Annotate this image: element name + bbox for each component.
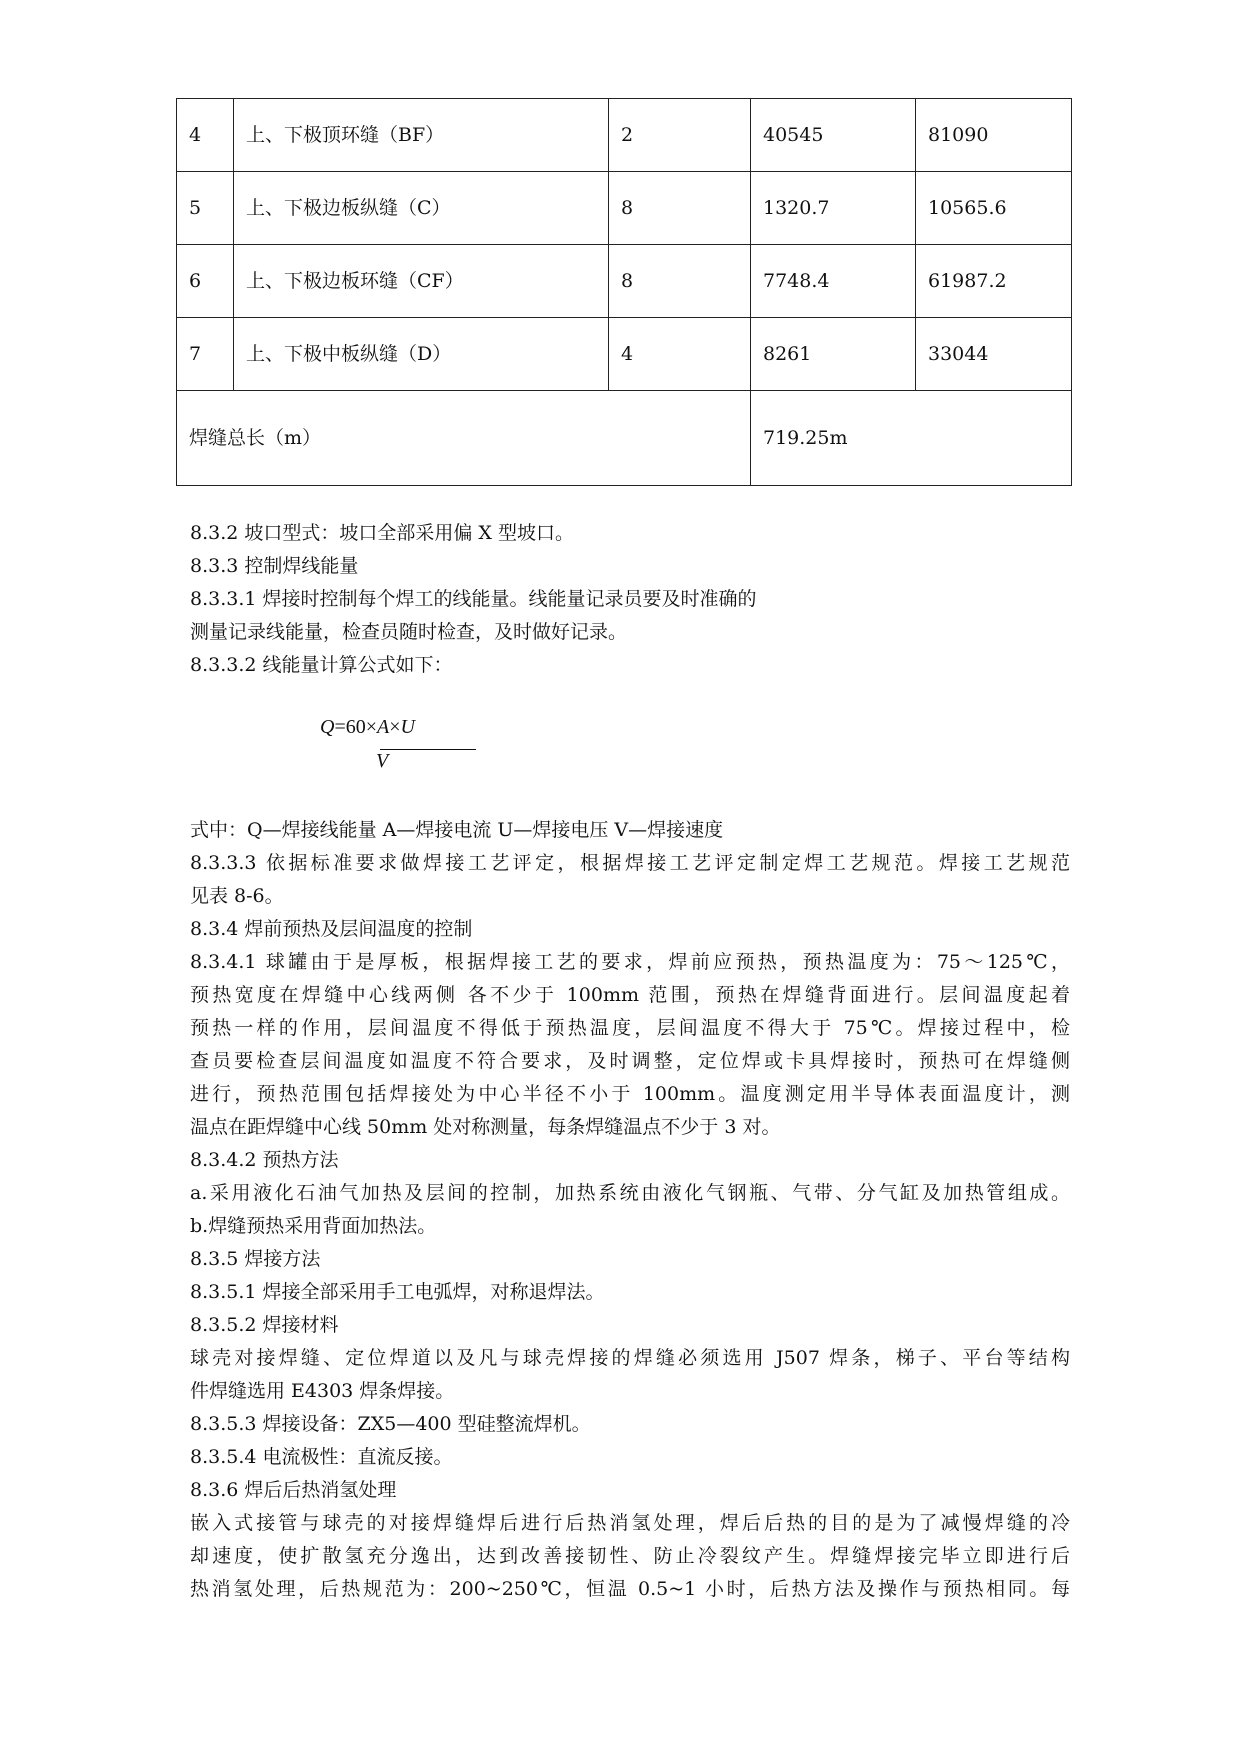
paragraph-line: 8.3.5.2 焊接材料 xyxy=(190,1314,339,1336)
paragraph-line: 温点在距焊缝中心线 50mm 处对称测量，每条焊缝温点不少于 3 对。 xyxy=(190,1116,781,1138)
formula-numerator xyxy=(320,716,415,739)
heat-input-formula xyxy=(320,716,480,776)
table-row xyxy=(177,172,1072,245)
weld-length: 7748.4 xyxy=(751,245,916,318)
weld-count: 4 xyxy=(609,318,751,391)
weld-length-table xyxy=(176,98,1072,486)
paragraph-line: 却速度，使扩散氢充分逸出，达到改善接韧性、防止冷裂纹产生。焊缝焊接完毕立即进行后 xyxy=(190,1545,1070,1567)
weld-name: 上、下极边板纵缝（C） xyxy=(234,172,609,245)
paragraph-line: 8.3.5.3 焊接设备：ZX5—400 型硅整流焊机。 xyxy=(190,1413,591,1435)
paragraph-line: 进行，预热范围包括焊接处为中心半径不小于 100mm。温度测定用半导体表面温度计，测 xyxy=(190,1083,1070,1105)
formula-mid: =60× xyxy=(334,716,378,738)
paragraph-line: 8.3.4.1 球罐由于是厚板，根据焊接工艺的要求，焊前应预热，预热温度为：75～125℃， xyxy=(190,951,1070,973)
paragraph-line: 热消氢处理，后热规范为：200~250℃，恒温 0.5~1 小时，后热方法及操作与预热相同。每 xyxy=(190,1578,1070,1600)
paragraph-line: 8.3.3 控制焊线能量 xyxy=(190,555,359,577)
table-row xyxy=(177,245,1072,318)
section-833-836 xyxy=(190,814,1070,1606)
paragraph-line: 嵌入式接管与球壳的对接焊缝焊后进行后热消氢处理，焊后后热的目的是为了减慢焊缝的冷 xyxy=(190,1512,1070,1534)
row-number: 7 xyxy=(177,318,234,391)
paragraph-line: 8.3.3.1 焊接时控制每个焊工的线能量。线能量记录员要及时准确的 xyxy=(190,588,757,610)
formula-denominator: V xyxy=(376,750,389,772)
weld-count: 8 xyxy=(609,245,751,318)
paragraph-line: 8.3.5.4 电流极性：直流反接。 xyxy=(190,1446,453,1468)
section-832-833 xyxy=(190,517,1070,682)
formula-times: × xyxy=(389,716,401,738)
row-number: 5 xyxy=(177,172,234,245)
fraction-bar xyxy=(380,749,476,750)
weld-length: 8261 xyxy=(751,318,916,391)
weld-length: 40545 xyxy=(751,99,916,172)
weld-count: 8 xyxy=(609,172,751,245)
table-row xyxy=(177,318,1072,391)
paragraph-line: 8.3.6 焊后后热消氢处理 xyxy=(190,1479,397,1501)
paragraph-line: a.采用液化石油气加热及层间的控制，加热系统由液化气钢瓶、气带、分气缸及加热管组成。 xyxy=(190,1182,1070,1204)
weld-name: 上、下极边板环缝（CF） xyxy=(234,245,609,318)
total-label: 焊缝总长（m） xyxy=(177,391,751,486)
paragraph-line: 式中：Q—焊接线能量 A—焊接电流 U—焊接电压 V—焊接速度 xyxy=(190,819,724,841)
paragraph-line: 8.3.5 焊接方法 xyxy=(190,1248,321,1270)
paragraph-line: 测量记录线能量，检查员随时检查，及时做好记录。 xyxy=(190,621,628,643)
row-number: 6 xyxy=(177,245,234,318)
paragraph-line: b.焊缝预热采用背面加热法。 xyxy=(190,1215,437,1237)
paragraph-line: 8.3.4.2 预热方法 xyxy=(190,1149,339,1171)
formula-q: Q xyxy=(320,716,335,738)
paragraph-line: 预热一样的作用，层间温度不得低于预热温度，层间温度不得大于 75℃。焊接过程中，检 xyxy=(190,1017,1070,1039)
weld-total: 10565.6 xyxy=(916,172,1072,245)
formula-u: U xyxy=(400,716,415,738)
paragraph-line: 8.3.5.1 焊接全部采用手工电弧焊，对称退焊法。 xyxy=(190,1281,605,1303)
paragraph-line: 查员要检查层间温度如温度不符合要求，及时调整，定位焊或卡具焊接时，预热可在焊缝侧 xyxy=(190,1050,1070,1072)
paragraph-line: 球壳对接焊缝、定位焊道以及凡与球壳焊接的焊缝必须选用 J507 焊条，梯子、平台等结构 xyxy=(190,1347,1070,1369)
table-row xyxy=(177,99,1072,172)
weld-total: 61987.2 xyxy=(916,245,1072,318)
weld-name: 上、下极顶环缝（BF） xyxy=(234,99,609,172)
paragraph-line: 件焊缝选用 E4303 焊条焊接。 xyxy=(190,1380,455,1402)
total-value: 719.25m xyxy=(751,391,1072,486)
paragraph-line: 预热宽度在焊缝中心线两侧 各不少于 100mm 范围，预热在焊缝背面进行。层间温度起着 xyxy=(190,984,1070,1006)
weld-count: 2 xyxy=(609,99,751,172)
paragraph-line: 见表 8-6。 xyxy=(190,885,284,907)
paragraph-line: 8.3.3.3 依据标准要求做焊接工艺评定，根据焊接工艺评定制定焊工艺规范。焊接工艺规范 xyxy=(190,852,1070,874)
table-total-row xyxy=(177,391,1072,486)
formula-a: A xyxy=(377,716,390,738)
paragraph-line: 8.3.2 坡口型式：坡口全部采用偏 X 型坡口。 xyxy=(190,522,574,544)
row-number: 4 xyxy=(177,99,234,172)
weld-total: 81090 xyxy=(916,99,1072,172)
weld-total: 33044 xyxy=(916,318,1072,391)
weld-length: 1320.7 xyxy=(751,172,916,245)
paragraph-line: 8.3.3.2 线能量计算公式如下： xyxy=(190,654,453,676)
weld-name: 上、下极中板纵缝（D） xyxy=(234,318,609,391)
paragraph-line: 8.3.4 焊前预热及层间温度的控制 xyxy=(190,918,473,940)
